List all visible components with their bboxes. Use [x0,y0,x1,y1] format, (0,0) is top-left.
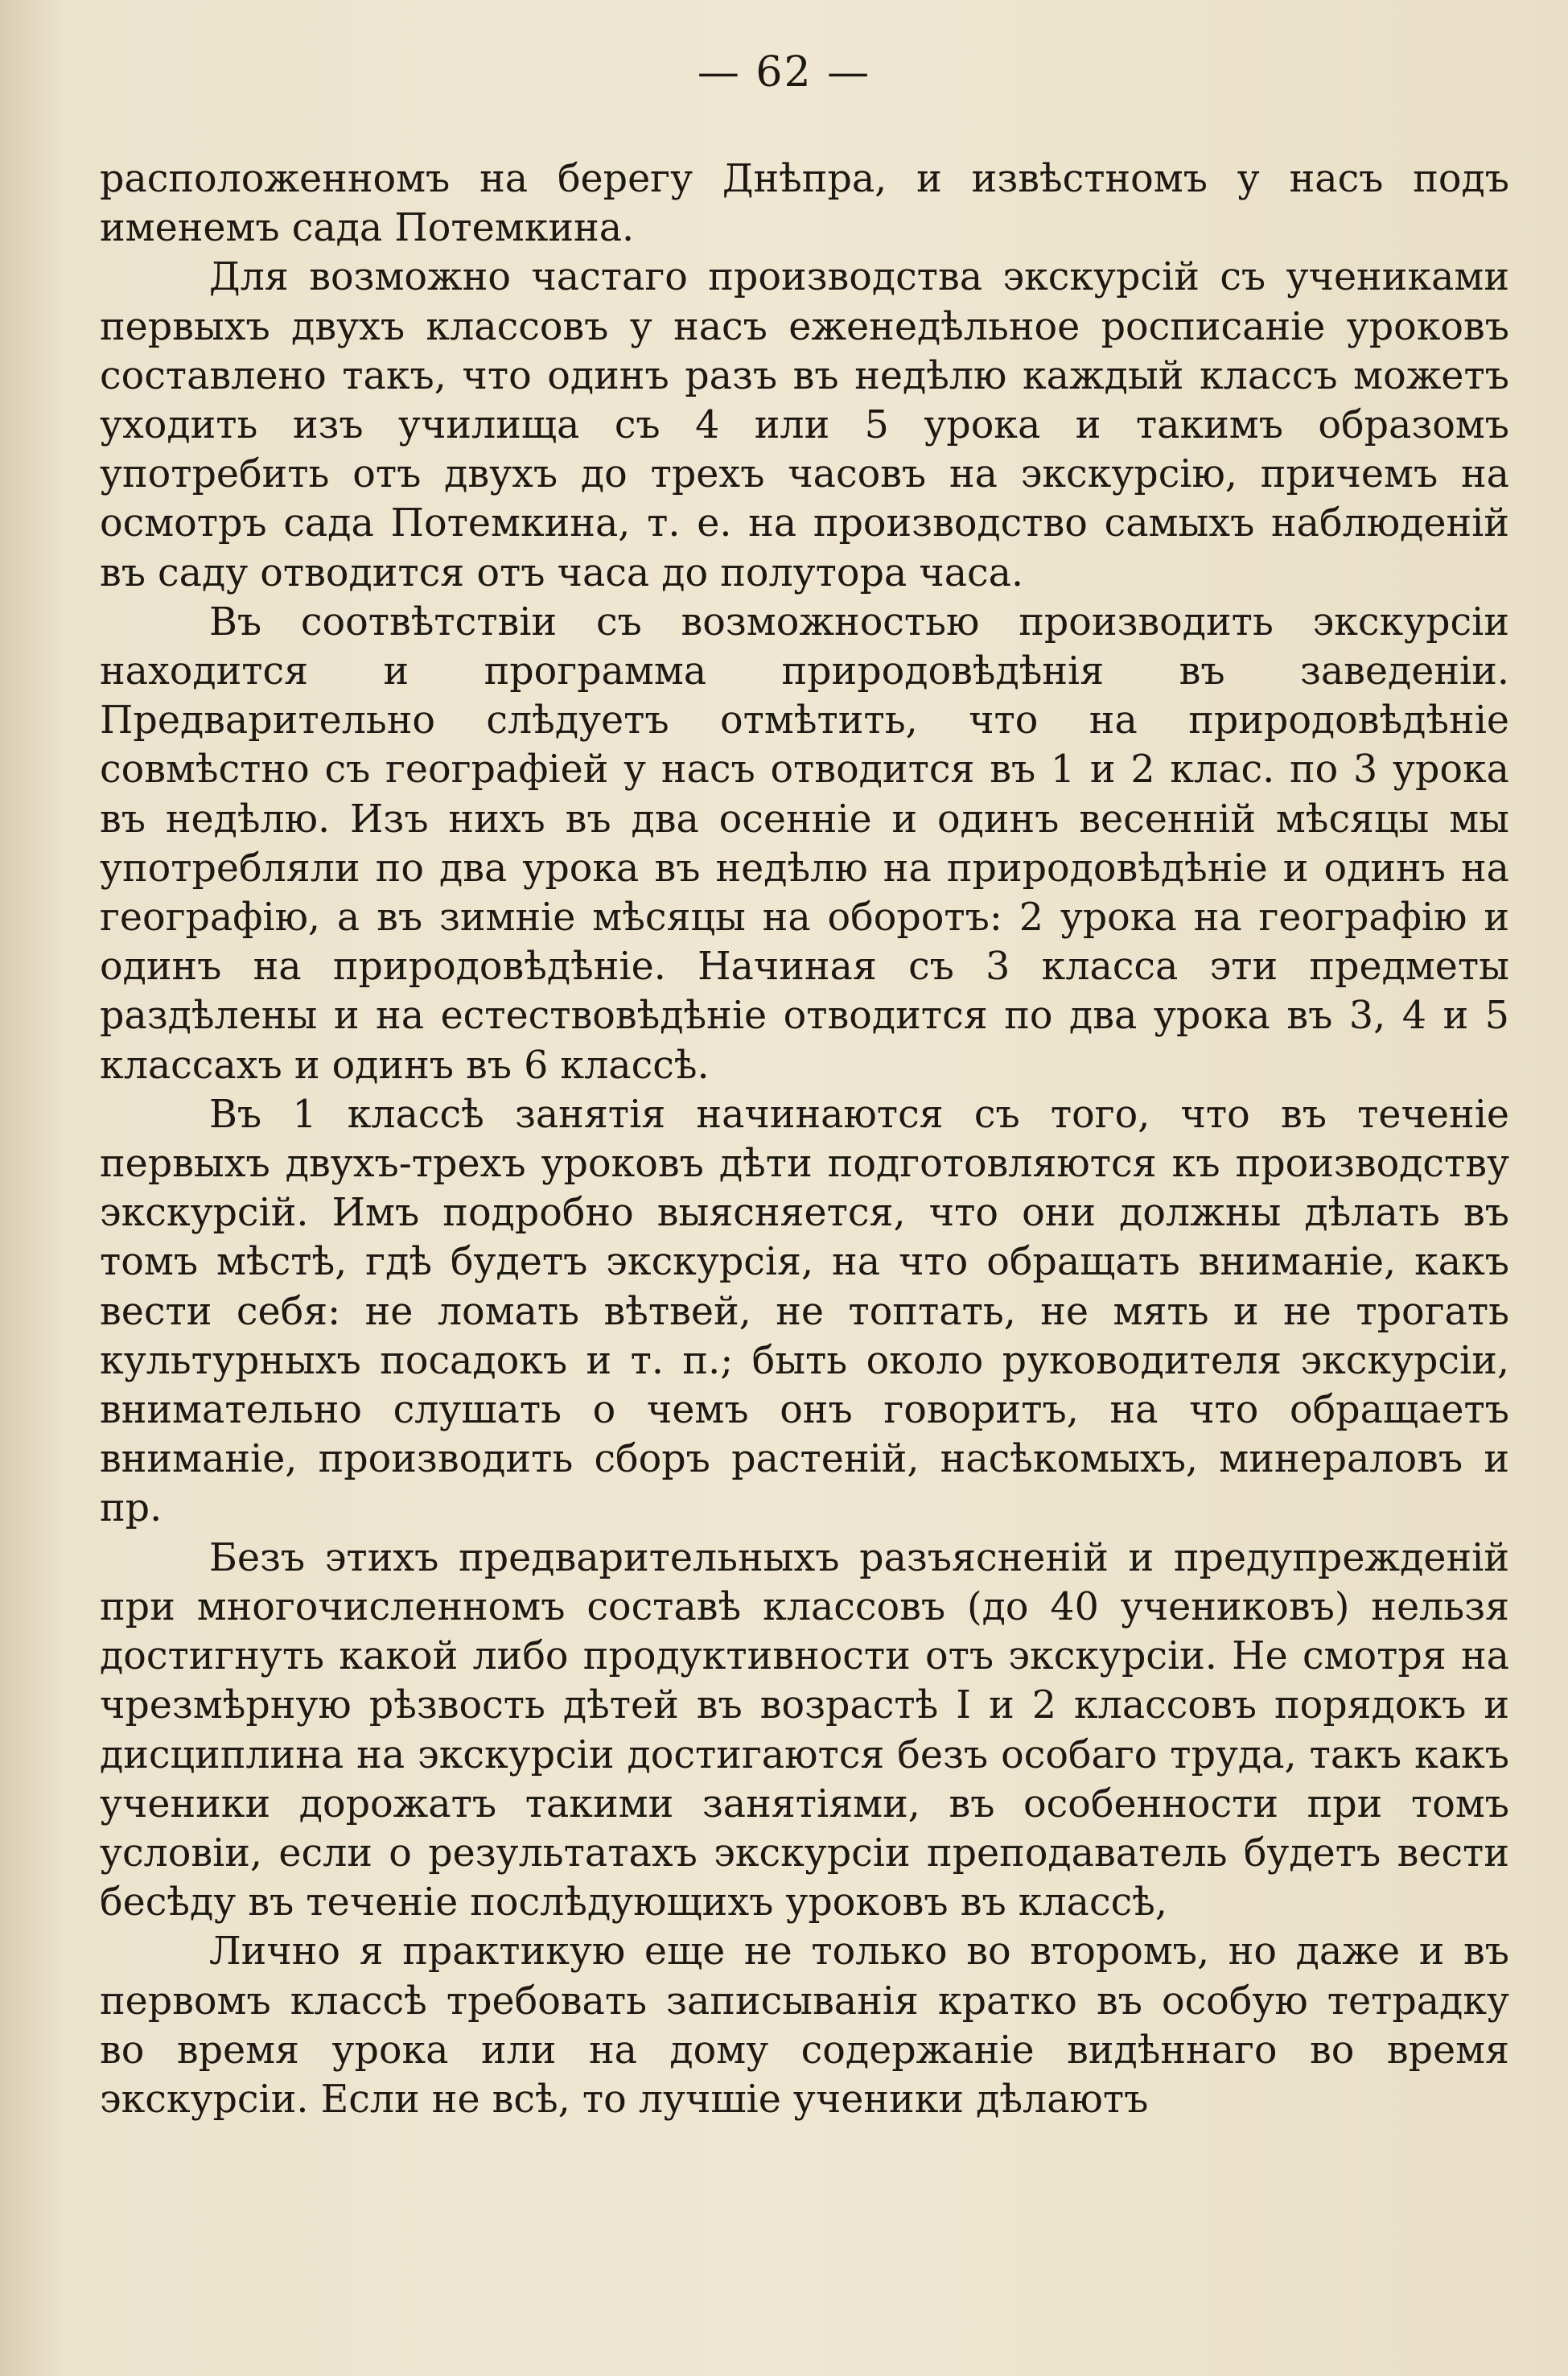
paragraph-continuation: расположенномъ на берегу Днѣпра, и извѣстномъ у насъ подъ именемъ сада Потемкина. [100,157,1509,251]
paragraph-2: Въ соотвѣтствіи съ возможностью производить экскурсіи находится и программа природовѣдѣнія въ заведеніи. Предварительно слѣдуетъ отмѣтить, что на природовѣдѣніе совмѣстно съ географіей у насъ отводится въ 1 и 2 клас. по 3 урока въ недѣлю. Изъ нихъ въ два осенніе и одинъ весенній мѣсяцы мы употребляли по два урока въ недѣлю на природовѣдѣніе и одинъ на географію, а въ зимніе мѣсяцы на оборотъ: 2 урока на географію и одинъ на природовѣдѣніе. Начиная съ 3 класса эти предметы раздѣлены и на естествовѣдѣніе отводится по два урока въ 3, 4 и 5 классахъ и одинъ въ 6 классѣ. [100,599,1509,1088]
paragraph-1: Для возможно частаго производства экскурсій съ учениками первыхъ двухъ классовъ у насъ еженедѣльное росписаніе уроковъ составлено такъ, что одинъ разъ въ недѣлю каждый классъ можетъ уходить изъ училища съ 4 или 5 урока и такимъ образомъ употребить отъ двухъ до трехъ часовъ на экскурсію, причемъ на осмотръ сада Потемкина, т. е. на производство самыхъ наблюденій въ саду отводится отъ часа до полутора часа. [100,255,1509,595]
body-text [100,154,1509,2124]
page-number: — 62 — [697,48,871,97]
paragraph-5: Лично я практикую еще не только во второмъ, но даже и въ первомъ классѣ требовать записыванія кратко въ особую тетрадку во время урока или на дому содержаніе видѣннаго во время экскурсіи. Если не всѣ, то лучшіе ученики дѣлаютъ [100,1929,1509,2122]
paragraph-4: Безъ этихъ предварительныхъ разъясненій и предупрежденій при многочисленномъ составѣ классовъ (до 40 учениковъ) нельзя достигнуть какой либо продуктивности отъ экскурсіи. Не смотря на чрезмѣрную рѣзвость дѣтей въ возрастѣ I и 2 классовъ порядокъ и дисциплина на экскурсіи достигаются безъ особаго труда, такъ какъ ученики дорожатъ такими занятіями, въ особенности при томъ условіи, если о результатахъ экскурсіи преподаватель будетъ вести бесѣду въ теченіе послѣдующихъ уроковъ въ классѣ, [100,1535,1509,1925]
paragraph-3: Въ 1 классѣ занятія начинаются съ того, что въ теченіе первыхъ двухъ-трехъ уроковъ дѣти подготовляются къ производству экскурсій. Имъ подробно выясняется, что они должны дѣлать въ томъ мѣстѣ, гдѣ будетъ экскурсія, на что обращать вниманіе, какъ вести себя: не ломать вѣтвей, не топтать, не мять и не трогать культурныхъ посадокъ и т. п.; быть около руководителя экскурсіи, внимательно слушать о чемъ онъ говоритъ, на что обращаетъ вниманіе, производить сборъ растеній, насѣкомыхъ, минераловъ и пр. [100,1092,1509,1531]
page-header [0,48,1568,97]
